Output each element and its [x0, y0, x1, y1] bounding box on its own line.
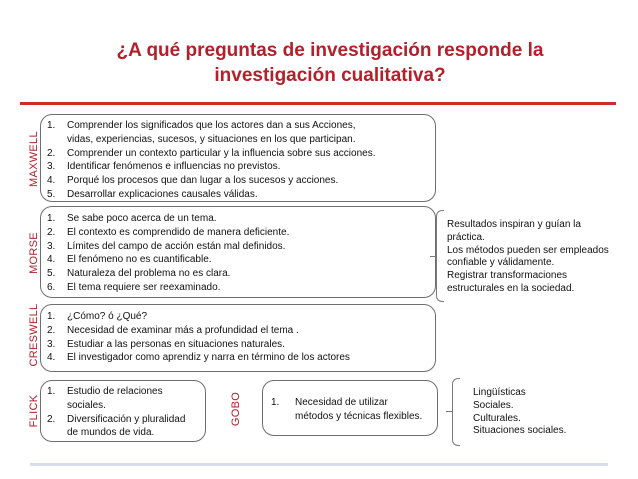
morse-box	[40, 206, 436, 298]
note-line: Culturales.	[473, 412, 521, 424]
bottom-divider	[30, 463, 608, 466]
creswell-list	[41, 310, 435, 365]
list-item: 2. Diversificación y pluralidad	[47, 413, 186, 425]
gobo-bracket-tip	[446, 411, 452, 412]
note-line: Resultados inspiran y guían la	[447, 219, 581, 230]
list-item: 2. Comprender un contexto particular y la influencia sobre sus acciones.	[47, 147, 376, 159]
creswell-label: CRESWELL	[28, 303, 40, 367]
gobo-label: GOBO	[230, 391, 242, 427]
list-item: 3. Identificar fenómenos e influencias no previstos.	[47, 161, 281, 173]
note-line: confiable y válidamente.	[447, 257, 555, 269]
list-item: 4. El fenómeno no es cuantificable.	[47, 254, 212, 266]
list-item: sociales.	[67, 399, 106, 411]
list-item: 1. Necesidad de utilizar	[271, 397, 388, 408]
flick-label: FLICK	[28, 394, 40, 428]
note-line: Sociales.	[473, 399, 514, 411]
maxwell-box	[40, 114, 436, 202]
maxwell-label: MAXWELL	[28, 131, 40, 187]
morse-label: MORSE	[28, 232, 40, 274]
gobo-list	[263, 396, 437, 424]
title-line-2: investigación cualitativa?	[214, 65, 446, 86]
list-item: 5. Desarrollar explicaciones causales válidas.	[47, 188, 258, 200]
gobo-note	[473, 387, 566, 438]
list-item: 6. El tema requiere ser reexaminado.	[47, 281, 221, 293]
note-line: Registrar transformaciones	[447, 270, 568, 282]
creswell-box	[40, 304, 436, 372]
list-item: 1. ¿Cómo? ó ¿Qué?	[47, 311, 148, 322]
flick-list	[41, 385, 205, 440]
list-item: 4. Porqué los procesos que dan lugar a los sucesos y acciones.	[47, 175, 339, 187]
list-item: 5. Naturaleza del problema no es clara.	[47, 268, 231, 280]
morse-bracket-tip	[430, 256, 436, 257]
list-item: 3. Estudiar a las personas en situaciones naturales.	[47, 338, 285, 350]
gobo-box	[262, 380, 438, 436]
morse-list	[41, 212, 435, 295]
note-line: práctica.	[447, 231, 485, 243]
title-line-1: ¿A qué preguntas de investigación responde la	[116, 40, 544, 61]
note-line: estructurales en la sociedad.	[447, 282, 575, 294]
list-item: 2. Necesidad de examinar más a profundidad el tema .	[47, 324, 299, 336]
list-item: 1. Estudio de relaciones	[47, 386, 163, 397]
note-line: Los métodos pueden ser empleados	[447, 244, 609, 256]
list-item: 4. El investigador como aprendiz y narra en término de los actores	[47, 352, 350, 364]
slide-title	[40, 38, 620, 88]
list-item: vidas, experiencias, sucesos, y situaciones en los que participan.	[67, 133, 356, 145]
list-item: 3. Límites del campo de acción están mal definidos.	[47, 240, 286, 252]
list-item: métodos y técnicas flexibles.	[295, 410, 423, 422]
list-item: 1. Comprender los significados que los actores dan a sus Acciones,	[47, 120, 356, 131]
flick-box	[40, 380, 206, 442]
list-item: 2. El contexto es comprendido de manera deficiente.	[47, 226, 290, 238]
title-divider	[20, 102, 616, 105]
list-item: de mundos de vida.	[67, 427, 155, 439]
note-line: Situaciones sociales.	[473, 425, 567, 437]
list-item: 1. Se sabe poco acerca de un tema.	[47, 213, 217, 224]
note-line: Lingüísticas	[473, 387, 526, 398]
morse-note	[447, 219, 609, 296]
maxwell-list	[41, 119, 435, 202]
gobo-bracket	[452, 378, 460, 446]
morse-bracket	[436, 210, 444, 302]
